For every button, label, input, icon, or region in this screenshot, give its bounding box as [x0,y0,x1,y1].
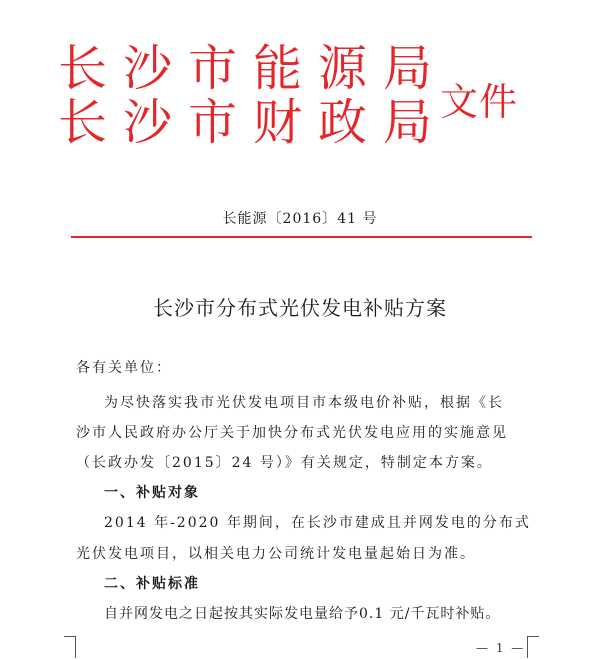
document-number: 长能源〔2016〕41 号 [222,211,378,227]
intro-line-2: 沙市人民政府办公厅关于加快分布式光伏发电应用的实施意见 [76,425,508,441]
document-title: 长沙市分布式光伏发电补贴方案 [153,296,447,320]
section2-line-1: 自并网发电之日起按其实际发电量给予0.1 元/千瓦时补贴。 [104,606,501,622]
issuer-finance-bureau: 长沙市财政局 [58,94,449,151]
crop-mark-right-vertical [527,636,528,658]
issuer-energy-bureau: 长沙市能源局 [58,40,449,97]
crop-mark-left-vertical [75,636,76,658]
crop-mark-right-horizontal [527,636,539,637]
red-divider-line [71,236,532,238]
document-suffix: 文件 [440,80,519,124]
intro-line-3: （长政办发〔2015〕24 号）》有关规定，特制定本方案。 [76,455,493,471]
salutation: 各有关单位： [76,360,172,376]
section-heading-subsidy-standard: 二、补贴标准 [104,576,200,592]
page-number: — 1 — [476,641,526,655]
section1-line-2: 光伏发电项目，以相关电力公司统计发电量起始日为准。 [76,546,476,562]
section-heading-subsidy-target: 一、补贴对象 [104,485,200,501]
section1-line-1: 2014 年-2020 年期间，在长沙市建成且并网发电的分布式 [104,515,531,531]
intro-line-1: 为尽快落实我市光伏发电项目市本级电价补贴，根据《长 [104,395,504,411]
